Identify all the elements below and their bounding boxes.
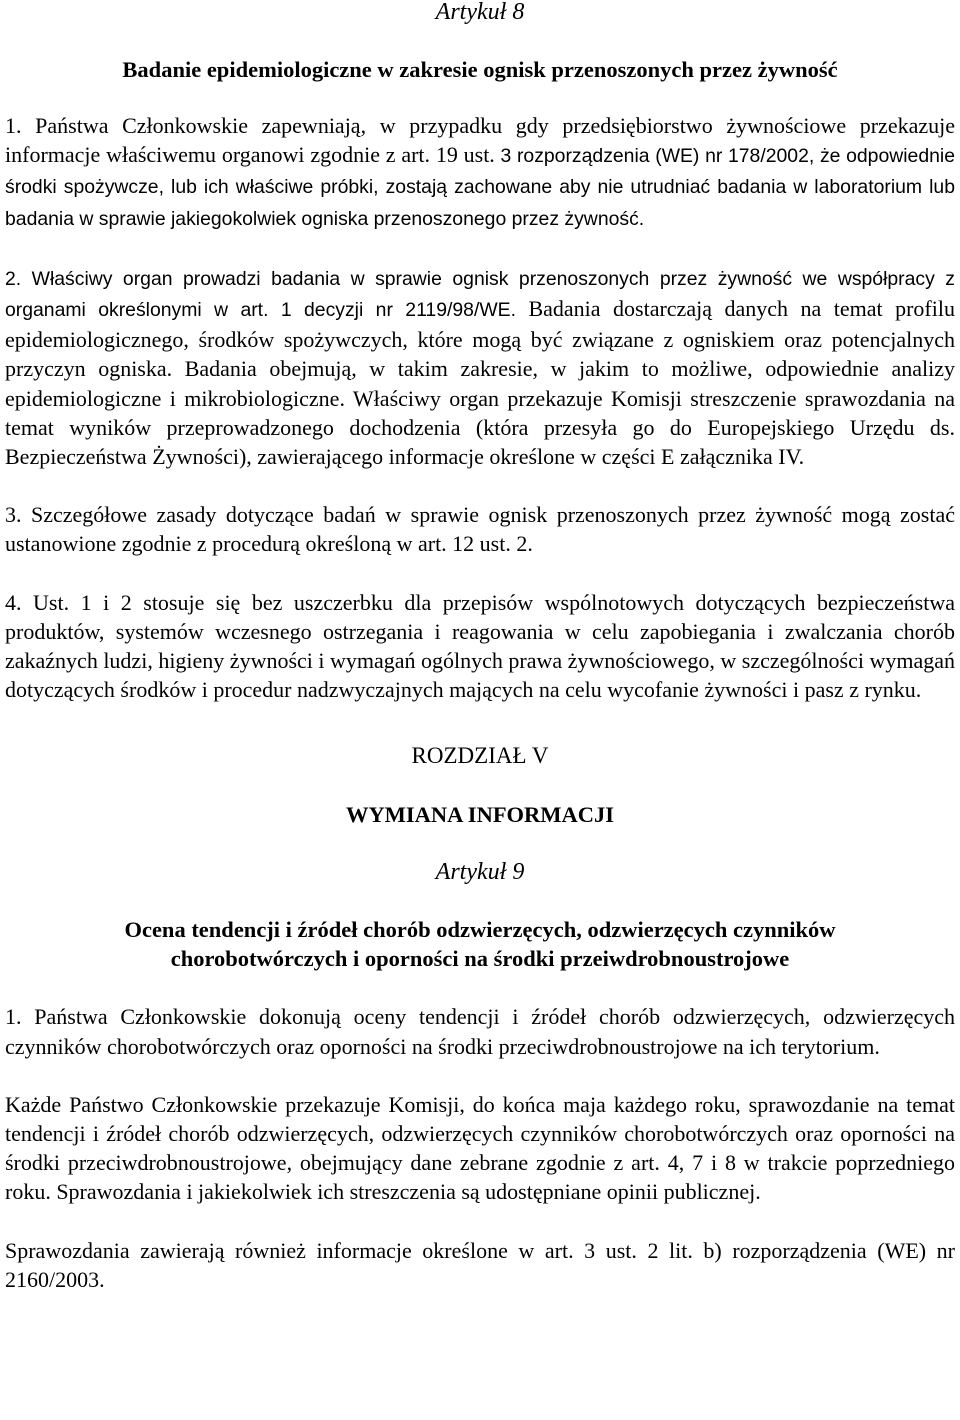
article-8-paragraph-2-part-a: 2. Właściwy organ prowadzi badania w sprawie ognisk przenoszonych przez żywność we współpracy z organami określonymi w art. 1 decyzji nr 2119/98/WE. xyxy=(5,267,955,322)
article-8-paragraph-4: 4. Ust. 1 i 2 stosuje się bez uszczerbku dla przepisów wspólnotowych dotyczących bezpieczeństwa produktów, systemów wczesnego ostrzegania i reagowania w celu zapobiegania i zwalczania chorób zakaźnych ludzi, higieny żywności i wymagań ogólnych prawa żywnościowego, w szczególności wymagań dotyczących środków i procedur nadzwyczajnych mających na celu wycofanie żywności i pasz z rynku. xyxy=(5,589,955,703)
article-8-title: Badanie epidemiologiczne w zakresie ognisk przenoszonych przez żywność xyxy=(122,57,838,82)
article-8-paragraph-1-part-a: 1. Państwa Członkowskie zapewniają, w przypadku gdy przedsiębiorstwo żywnościowe przekazuje informacje właściwemu organowi zgodnie z art. 19 ust. xyxy=(5,113,955,168)
article-8-heading: Artykuł 8 xyxy=(435,0,525,25)
article-9-paragraph-1: 1. Państwa Członkowskie dokonują oceny tendencji i źródeł chorób odzwierzęcych, odzwierzęcych czynników chorobotwórczych oraz oporności na środki przeciwdrobnoustrojowe na ich terytorium. xyxy=(5,1004,955,1059)
chapter-label: ROZDZIAŁ V xyxy=(411,743,549,769)
article-8-paragraph-2 xyxy=(5,263,955,471)
article-8-paragraph-3: 3. Szczegółowe zasady dotyczące badań w sprawie ognisk przenoszonych przez żywność mogą zostać ustanowione zgodnie z procedurą określoną w art. 12 ust. 2. xyxy=(5,502,955,557)
article-8-paragraph-1 xyxy=(5,111,955,234)
article-8-paragraph-1-part-b: 3 rozporządzenia (WE) nr 178/2002, że odpowiednie środki spożywcze, lub ich właściwe próbki, zostają zachowane aby nie utrudniać badania w laboratorium lub badania w sprawie jakiegokolwiek ogniska przenoszonego przez żywność. xyxy=(5,145,955,230)
chapter-title: WYMIANA INFORMACJI xyxy=(345,802,615,828)
article-8-paragraph-2-part-b: Badania dostarczają danych na temat profilu epidemiologicznego, środków spożywczych, które mogą być związane z ogniskiem oraz potencjalnych przyczyn ogniska. Badania obejmują, w takim zakresie, w jakim to możliwe, odpowiednie analizy epidemiologiczne i mikrobiologiczne. Właściwy organ przekazuje Komisji streszczenie sprawozdania na temat wyników przeprowadzonego dochodzenia (która przesyła go do Europejskiego Urzędu ds. Bezpieczeństwa Żywności), zawierającego informacje określone w części E załącznika IV. xyxy=(5,296,955,470)
article-9-title-line-1: Ocena tendencji i źródeł chorób odzwierzęcych, odzwierzęcych czynników xyxy=(124,917,836,943)
article-9-heading: Artykuł 9 xyxy=(435,859,525,886)
article-9-paragraph-3: Sprawozdania zawierają również informacje określone w art. 3 ust. 2 lit. b) rozporządzenia (WE) nr 2160/2003. xyxy=(5,1237,955,1292)
article-9-title-line-2: chorobotwórczych i oporności na środki przeiwdrobnoustrojowe xyxy=(170,946,790,972)
article-9-title xyxy=(5,915,955,973)
article-9-paragraph-2: Każde Państwo Członkowskie przekazuje Komisji, do końca maja każdego roku, sprawozdanie na temat tendencji i źródeł chorób odzwierzęcych, odzwierzęcych czynników chorobotwórczych oraz oporności na środki przeciwdrobnoustrojowe, obejmujący dane zebrane zgodnie z art. 4, 7 i 8 w trakcie poprzedniego roku. Sprawozdania i jakiekolwiek ich streszczenia są udostępniane opinii publicznej. xyxy=(5,1091,955,1205)
